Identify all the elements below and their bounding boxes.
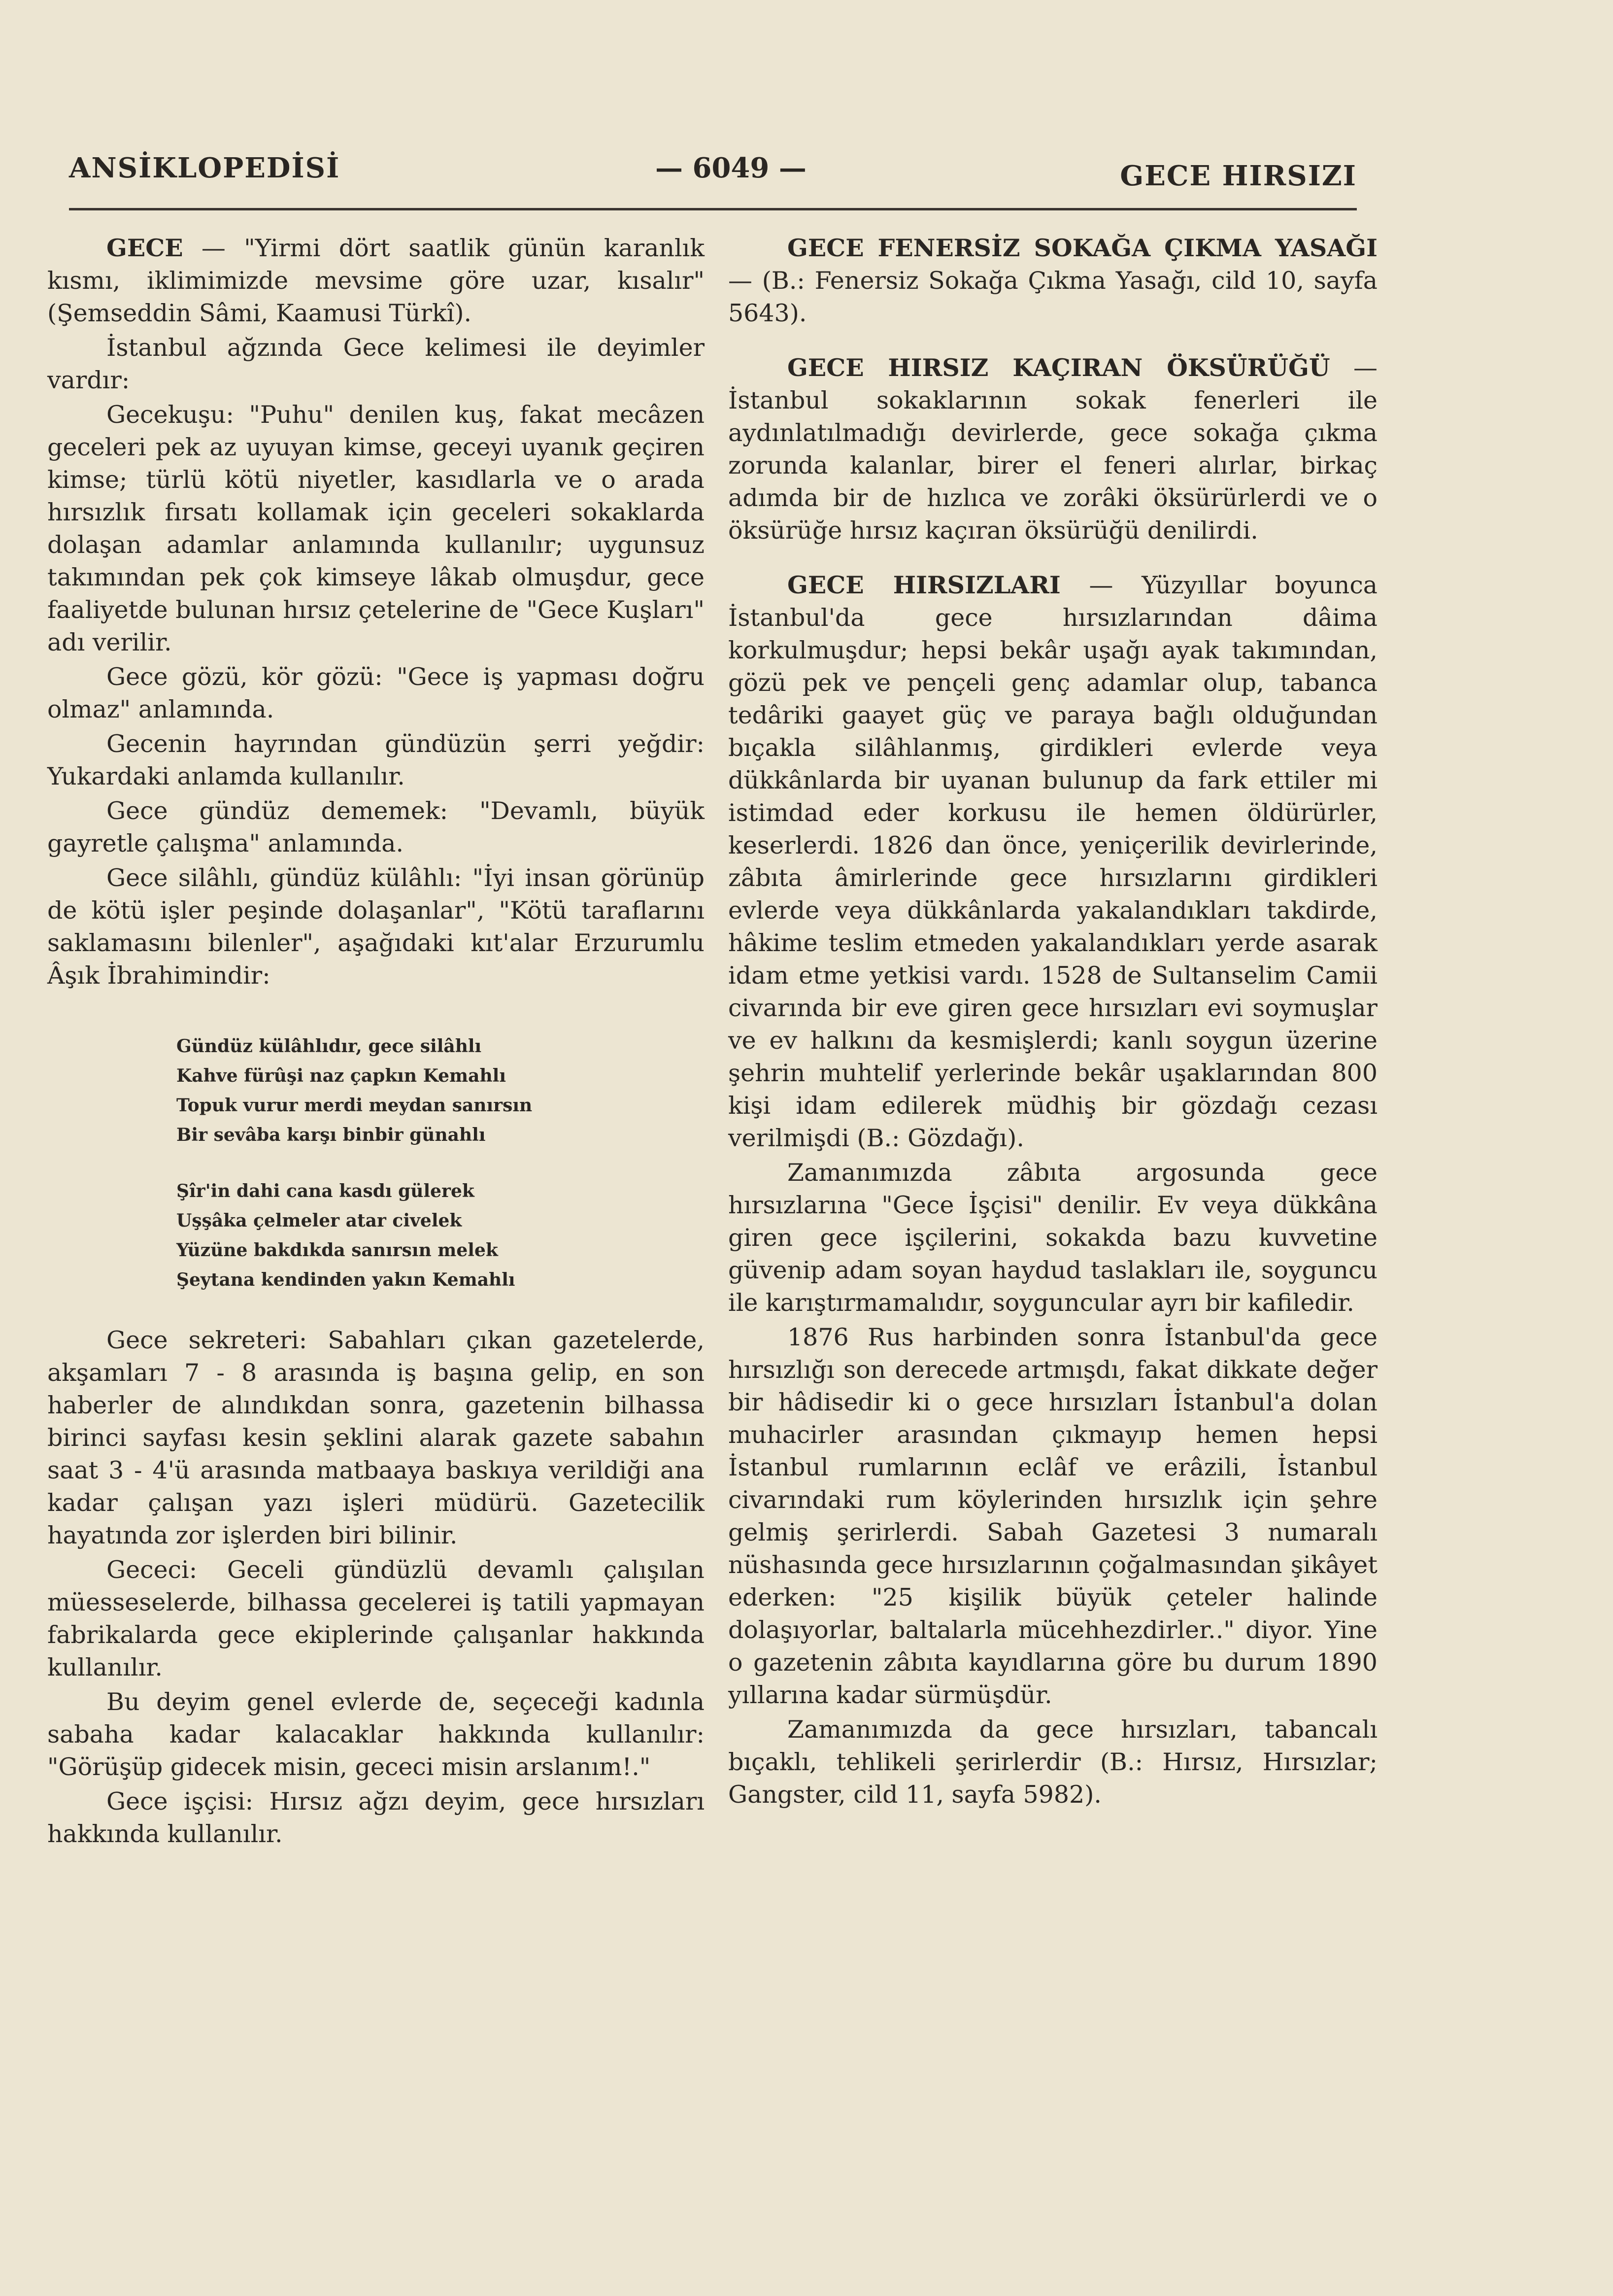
poem-line: Bir sevâba karşı binbir günahlı bbox=[176, 1125, 486, 1145]
poem-stanza bbox=[176, 1176, 705, 1295]
poem-stanza bbox=[176, 1031, 705, 1150]
headword: GECE FENERSİZ SOKAĞA ÇIKMA YASAĞI bbox=[787, 234, 1378, 262]
poem-line: Şîr'in dahi cana kasdı gülerek bbox=[176, 1181, 474, 1201]
headword: GECE bbox=[106, 234, 183, 262]
paragraph: Gece silâhlı, gündüz külâhlı: "İyi insan görünüp de kötü işler peşinde dolaşanlar", "Kötü taraflarını saklamasını bilenler", aşağıdaki kıt'alar Erzurumlu Âşık İbrahimindir: bbox=[47, 864, 705, 990]
entry-gece bbox=[47, 232, 705, 330]
left-column bbox=[47, 232, 705, 1852]
entry-gece-fenersiz bbox=[728, 232, 1378, 330]
paragraph: İstanbul ağzında Gece kelimesi ile deyimler vardır: bbox=[47, 334, 705, 394]
paragraph: Bu deyim genel evlerde de, seçeceği kadınla sabaha kadar kalacaklar hakkında kullanılır: "Görüşüp gidecek misin, gececi misin arslanım!." bbox=[47, 1688, 705, 1781]
page-header bbox=[69, 148, 1357, 217]
entry-text: — İstanbul sokaklarının sokak fenerleri ile aydınlatılmadığı devirlerde, gece sokağa çıkma zorunda kalanlar, birer el feneri alırlar, birkaç adımda bir de hızlıca ve zorâki öksürürlerdi ve o öksürüğe hırsız kaçıran öksürüğü denilirdi. bbox=[728, 354, 1378, 545]
paragraph: Gecenin hayrından gündüzün şerri yeğdir: Yukardaki anlamda kullanılır. bbox=[47, 730, 705, 790]
right-column bbox=[728, 232, 1378, 1813]
paragraph: Gececi: Geceli gündüzlü devamlı çalışılan müesseselerde, bilhassa gecelerei iş tatili yapmayan fabrikalarda gece ekiplerinde çalışanlar hakkında kullanılır. bbox=[47, 1556, 705, 1681]
poem-line: Şeytana kendinden yakın Kemahlı bbox=[176, 1269, 515, 1290]
entry-oksurugu bbox=[728, 351, 1378, 547]
entry-gece-hirsizlari bbox=[728, 569, 1378, 1155]
paragraph: Gece gündüz dememek: "Devamlı, büyük gayretle çalışma" anlamında. bbox=[47, 797, 705, 857]
headword: GECE HIRSIZLARI bbox=[787, 571, 1061, 599]
paragraph: Zamanımızda zâbıta argosunda gece hırsızlarına "Gece İşçisi" denilir. Ev veya dükkâna giren gece işçilerini, sokakda bazu kuvvetine güvenip adam soyan haydud taslakları ile, soyguncu ile karıştırmamalıdır, soyguncular ayrı bir kafiledir. bbox=[728, 1159, 1378, 1317]
paragraph: Gece gözü, kör gözü: "Gece iş yapması doğru olmaz" anlamında. bbox=[47, 663, 705, 723]
paragraph: Gece işçisi: Hırsız ağzı deyim, gece hırsızları hakkında kullanılır. bbox=[47, 1787, 705, 1848]
entry-text: — "Yirmi dört saatlik günün karanlık kısmı, iklimimizde mevsime göre uzar, kısalır" (Şemseddin Sâmi, Kaamusi Türkî). bbox=[47, 234, 705, 327]
poem-line: Topuk vurur merdi meydan sanırsın bbox=[176, 1095, 533, 1116]
headword: GECE HIRSIZ KAÇIRAN ÖKSÜRÜĞÜ bbox=[787, 353, 1330, 382]
entry-text: — Yüzyıllar boyunca İstanbul'da gece hırsızlarından dâima korkulmuşdur; hepsi bekâr uşağı ayak takımından, gözü pek ve pençeli genç adamlar olup, tabanca tedâriki gaayet güç ve paraya bağlı olduğundan bıçakla silâhlanmış, girdikleri evlerde veya dükkânlarda bir uyanan bulunup da fark ettiler mi istimdad eder korkusu ile hemen öldürürler, keserlerdi. 1826 dan önce, yeniçerilik devirlerinde, zâbıta âmirlerinde gece hırsızlarını girdikleri evlerde veya dükkânlarda yakalandıkları takdirde, hâkime teslim etmeden yakalandıkları yerde asarak idam etme yetkisi vardı. 1528 de Sultanselim Camii civarında bir eve giren gece hırsızları evi soymuşlar ve ev halkını da kesmişlerdi; kanlı soygun üzerine şehrin muhtelif yerlerinde bekâr uşaklarından 800 kişi idam edilerek müdhiş bir gözdağı cezası verilmişdi (B.: Gözdağı). bbox=[728, 571, 1378, 1152]
header-rule bbox=[69, 208, 1357, 210]
entry-text: — (B.: Fenersiz Sokağa Çıkma Yasağı, cild 10, sayfa 5643). bbox=[728, 267, 1378, 327]
paragraph: 1876 Rus harbinden sonra İstanbul'da gece hırsızlığı son derecede artmışdı, fakat dikkate değer bir hâdisedir ki o gece hırsızları İstanbul'a dolan muhacirler arasından çıkmayıp hemen hepsi İstanbul rumlarının eclâf ve erâzili, İstanbul civarındaki rum köylerinden hırsızlık için şehre gelmiş şerirlerdi. Sabah Gazetesi 3 numaralı nüshasında gece hırsızlarının çoğalmasından şikâyet ederken: "25 kişilik büyük çeteler halinde dolaşıyorlar, baltalarla mücehhezdirler.." diyor. Yine o gazetenin zâbıta kayıdlarına göre bu durum 1890 yıllarına kadar sürmüşdür. bbox=[728, 1323, 1378, 1709]
poem-line: Kahve fürûşi naz çapkın Kemahlı bbox=[176, 1065, 506, 1086]
page-number: — 6049 — bbox=[655, 152, 806, 184]
poem-line: Gündüz külâhlıdır, gece silâhlı bbox=[176, 1036, 482, 1057]
poem-line: Yüzüne bakdıkda sanırsın melek bbox=[176, 1240, 498, 1261]
poem-line: Uşşâka çelmeler atar civelek bbox=[176, 1210, 462, 1231]
paragraph: Gece sekreteri: Sabahları çıkan gazetelerde, akşamları 7 - 8 arasında iş başına gelip, en son haberler de alındıkdan sonra, gazetenin bilhassa birinci sayfası kesin şeklini alarak gazete sabahın saat 3 - 4'ü arasında matbaaya baskıya verildiği ana kadar çalışan yazı işleri müdürü. Gazetecilik hayatında zor işlerden biri bilinir. bbox=[47, 1326, 705, 1549]
paragraph: Gecekuşu: "Puhu" denilen kuş, fakat mecâzen geceleri pek az uyuyan kimse, geceyi uyanık geçiren kimse; türlü kötü niyetler, kasıdlarla ve o arada hırsızlık fırsatı kollamak için geceleri sokaklarda dolaşan adamlar anlamında kullanılır; uygunsuz takımından pek çok kimseye lâkab olmuşdur, gece faaliyetde bulunan hırsız çetelerine de "Gece Kuşları" adı verilir. bbox=[47, 401, 705, 656]
paragraph: Zamanımızda da gece hırsızları, tabancalı bıçaklı, tehlikeli şerirlerdir (B.: Hırsız, Hırsızlar; Gangster, cild 11, sayfa 5982). bbox=[728, 1715, 1378, 1809]
running-head-left: ANSİKLOPEDİSİ bbox=[69, 152, 340, 184]
poem bbox=[176, 1031, 705, 1295]
running-head-right: GECE HIRSIZI bbox=[1120, 160, 1357, 192]
